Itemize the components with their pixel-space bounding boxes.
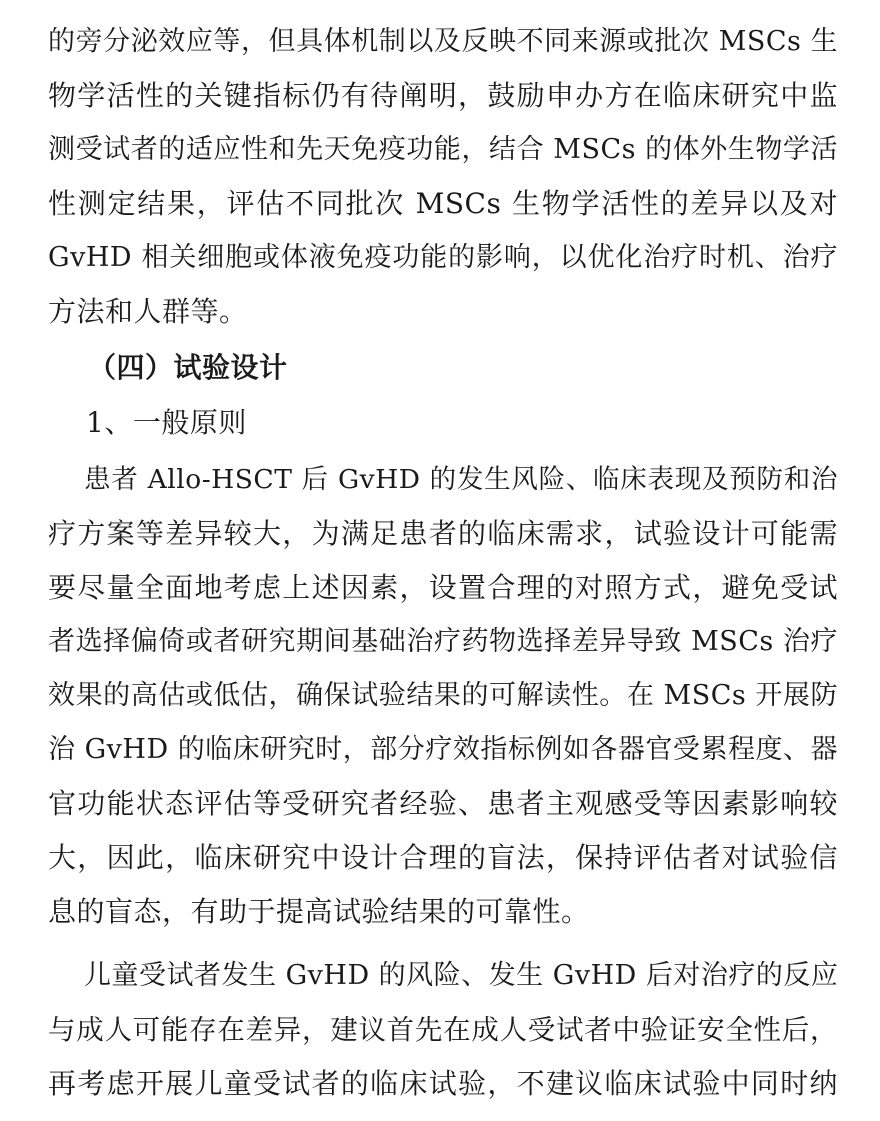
text-line: 治 GvHD 的临床研究时，部分疗效指标例如各器官受累程度、器 [48,734,838,765]
text-line: 疗方案等差异较大，为满足患者的临床需求，试验设计可能需 [48,517,838,550]
text-line: 息的盲态，有助于提高试验结果的可靠性。 [48,895,590,928]
section-heading: （四）试验设计 [88,351,288,384]
text-line: 测受试者的适应性和先天免疫功能，结合 MSCs 的体外生物学活 [48,134,838,165]
text-line: 患者 Allo-HSCT 后 GvHD 的发生风险、临床表现及预防和治 [84,464,838,495]
text-line: 方法和人群等。 [48,295,248,328]
text-line: 大，因此，临床研究中设计合理的盲法，保持评估者对试验信 [48,841,838,874]
text-line: 性测定结果，评估不同批次 MSCs 生物学活性的差异以及对 [48,187,838,220]
text-line: 儿童受试者发生 GvHD 的风险、发生 GvHD 后对治疗的反应 [84,960,839,991]
text-line: 再考虑开展儿童受试者的临床试验，不建议临床试验中同时纳 [48,1067,838,1100]
text-line: GvHD 相关细胞或体液免疫功能的影响，以优化治疗时机、治疗 [48,242,838,273]
text-line: 要尽量全面地考虑上述因素，设置合理的对照方式，避免受试 [48,571,838,604]
text-line: 物学活性的关键指标仍有待阐明，鼓励申办方在临床研究中监 [48,79,838,112]
text-line: 的旁分泌效应等，但具体机制以及反映不同来源或批次 MSCs 生 [48,26,838,57]
text-line: 官功能状态评估等受研究者经验、患者主观感受等因素影响较 [48,787,838,820]
text-line: 效果的高估或低估，确保试验结果的可解读性。在 MSCs 开展防 [48,680,838,711]
text-line: 者选择偏倚或者研究期间基础治疗药物选择差异导致 MSCs 治疗 [48,626,838,657]
text-line: 与成人可能存在差异，建议首先在成人受试者中验证安全性后， [48,1014,838,1046]
subsection-heading: 1、一般原则 [86,406,247,439]
